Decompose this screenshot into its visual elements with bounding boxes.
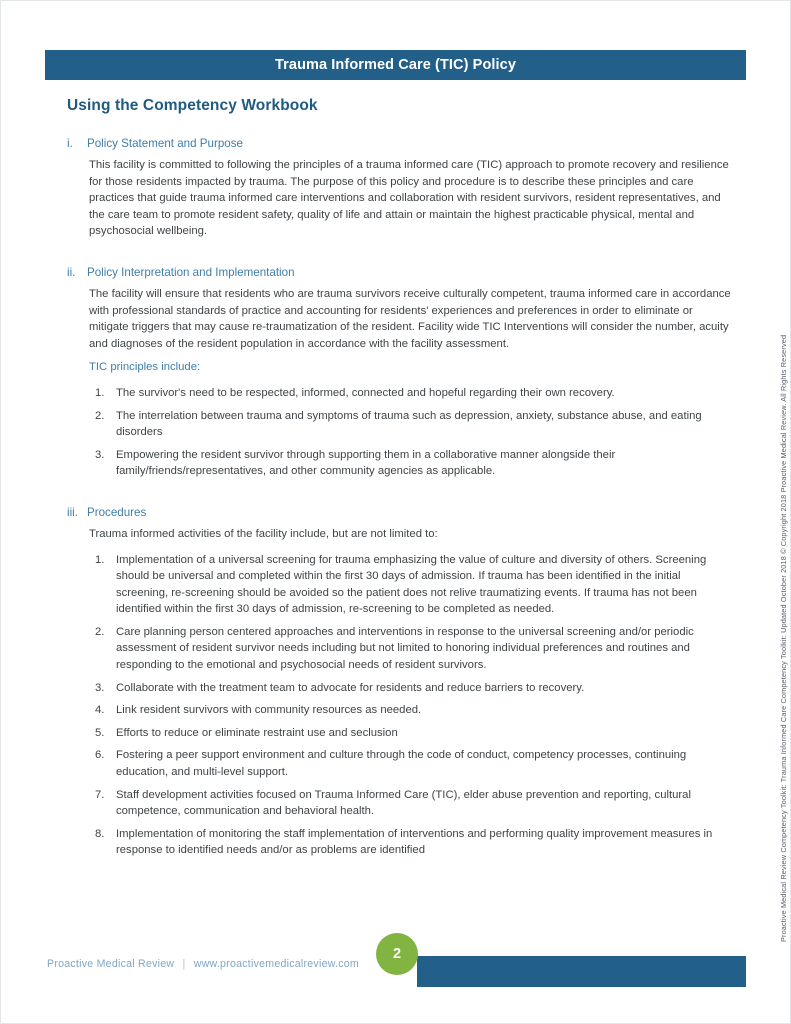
list-item-marker: 1. [95,386,105,399]
section-title: Procedures [87,505,147,519]
page-number: 2 [392,946,402,962]
page-heading: Using the Competency Workbook [67,97,318,114]
footer-website-link[interactable]: www.proactivemedicalreview.com [193,958,360,970]
section-heading [67,506,732,519]
section-policy-statement-and-purpose [67,137,732,240]
list-item-marker: 2. [95,625,105,638]
list-item [95,447,732,480]
section-number: i. [67,137,73,150]
footer-separator: | [182,958,186,970]
list-item-text: Efforts to reduce or eliminate restraint use and seclusion [116,726,398,739]
list-item-text: Staff development activities focused on Trauma Informed Care (TIC), elder abuse prevention and reporting, cultural competence, communication and behavioral health. [116,788,691,818]
page-number-badge [376,933,418,975]
list-item [95,787,732,820]
list-item-text: Fostering a peer support environment and culture through the code of conduct, competency processes, continuing education, and multi-level support. [116,749,687,779]
document-body [67,97,732,878]
list-item-marker: 3. [95,681,105,694]
list-item-text: Link resident survivors with community resources as needed. [116,704,422,717]
section-number: iii. [67,505,78,519]
section-paragraph: The facility will ensure that residents who are trauma survivors receive culturally competent, trauma informed care in accordance with professional standards of practice and accounting for residents' experiences and preferences in order to eliminate or mitigate triggers that may cause re-traumatization of the resident. Facility wide TIC Interventions will consider the number, acuity and diagnoses of the resident population in accordance with the facility assessment. [89,287,731,350]
side-copyright-note [766,1,790,1024]
list-item-text: Implementation of monitoring the staff implementation of interventions and performing quality improvement measures in response to identified needs and/or as problems are identified [116,827,713,857]
list-item [95,385,732,402]
list-item [95,680,732,697]
list-item-text: Implementation of a universal screening for trauma emphasizing the value of culture and diversity of others. Screening should be universal and completed within the first 30 days of admission. If trauma has been identified in the initial screening, re-screening should be avoided so the patient does not relive traumatizing events. If trauma has not been identified within the first 30 days of admission, re-screening to be completed as needed. [116,553,707,616]
list-item [95,702,732,719]
procedures-list [67,552,732,860]
list-item-text: Empowering the resident survivor through supporting them in a collaborative manner alongside their family/friends/representatives, and other community agencies as applicable. [116,448,616,478]
tic-principles-list [67,385,732,480]
side-copyright-text: Proactive Medical Review Competency Toolkit: Trauma Informed Care Competency Toolkit: Updated October 2018 © Copyright 2018 Proactive Medical Review. All Rights Reserved [779,334,788,942]
list-item-marker: 5. [95,726,105,739]
section-sub-lead: TIC principles include: [89,361,201,374]
list-item-text: Care planning person centered approaches and interventions in response to the universal screening and/or periodic assessment of resident survivor needs including but not limited to honoring individual preferences and routines and responding to the emotional and psychosocial needs of resident survivors. [116,625,694,672]
section-title: Policy Statement and Purpose [87,137,243,150]
list-item-marker: 4. [95,704,105,717]
list-item [95,826,732,859]
list-item-marker: 6. [95,749,105,762]
list-item [95,725,732,742]
footer-credit [47,958,359,970]
list-item-marker: 3. [95,448,105,461]
list-item [95,552,732,618]
list-item-text: The survivor's need to be respected, informed, connected and hopeful regarding their own recovery. [116,386,615,399]
section-number: ii. [67,265,76,279]
section-paragraph: This facility is committed to following the principles of a trauma informed care (TIC) approach to promote recovery and resilience for those residents impacted by trauma. The purpose of this policy and procedure is to describe these principles and care practices that guide trauma informed care interventions and collaboration with resident survivors, resident representatives, and the care team to promote resident safety, quality of life and attain or maintain the highest practicable physical, mental and psychosocial wellbeing. [89,159,729,238]
list-item-marker: 7. [95,788,105,801]
list-item-text: The interrelation between trauma and symptoms of trauma such as depression, anxiety, substance abuse, and eating disorders [116,409,702,439]
section-procedures [67,506,732,859]
list-item [95,747,732,780]
footer-bar [417,956,746,987]
list-item [95,624,732,674]
list-item [95,408,732,441]
section-policy-interpretation-and-implementation [67,266,732,480]
document-title: Trauma Informed Care (TIC) Policy [275,57,516,73]
footer-org-name: Proactive Medical Review [47,958,175,970]
list-item-marker: 2. [95,409,105,422]
document-title-bar [45,50,746,80]
list-item-marker: 1. [95,553,105,566]
section-heading [67,266,732,279]
list-item-marker: 8. [95,827,105,840]
section-paragraph: Trauma informed activities of the facility include, but are not limited to: [89,527,438,540]
list-item-text: Collaborate with the treatment team to advocate for residents and reduce barriers to recovery. [116,681,585,694]
section-heading [67,137,732,150]
section-title: Policy Interpretation and Implementation [87,265,295,279]
